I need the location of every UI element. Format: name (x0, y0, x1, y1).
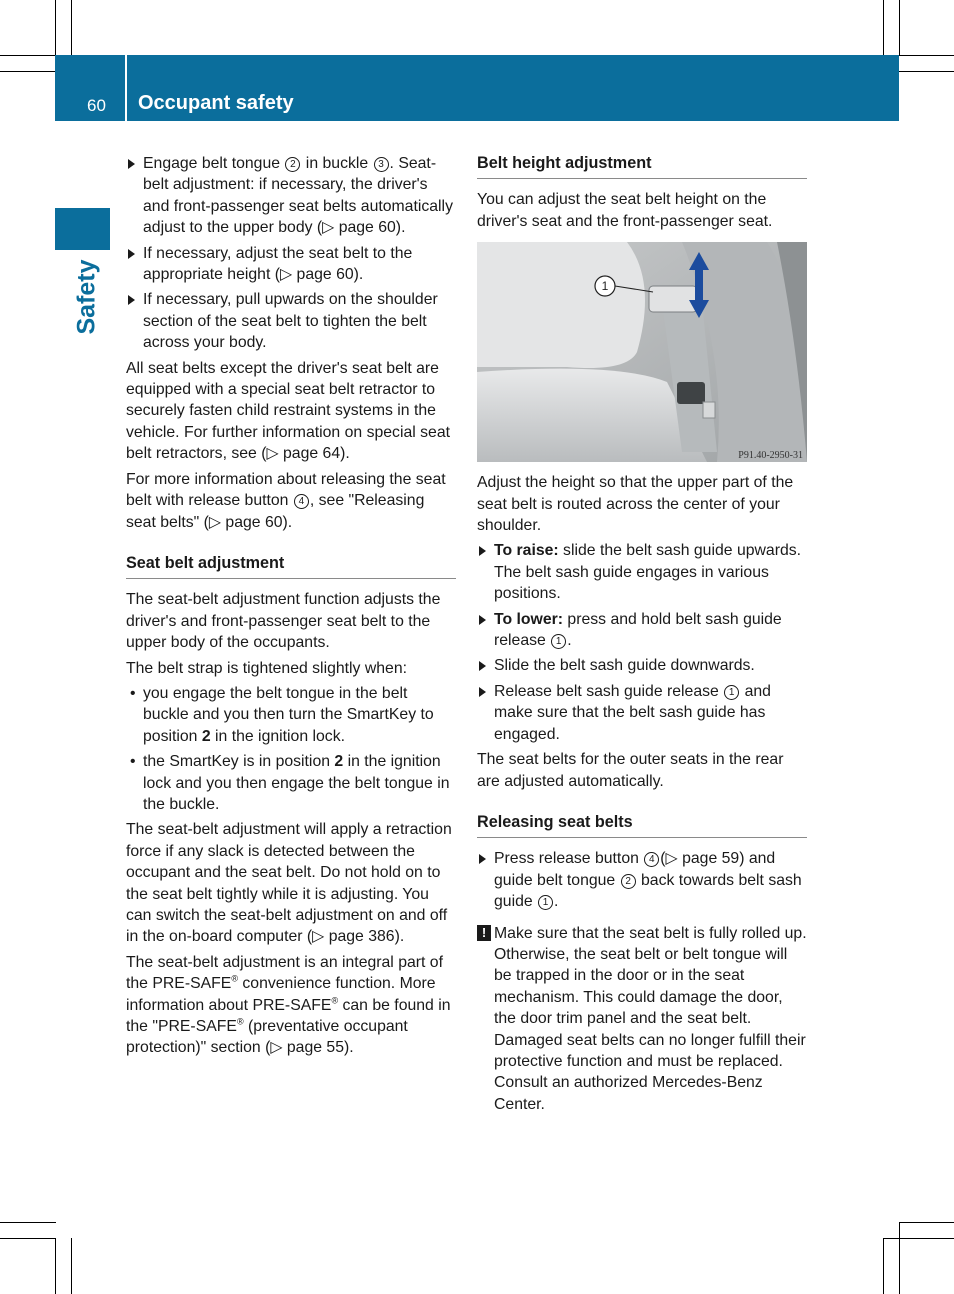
instruction-step (126, 153, 456, 239)
text-run: press and hold belt sash guide release (494, 610, 782, 650)
text-run: in the ignition lock and you then engage the belt tongue in the buckle. (143, 753, 450, 813)
crop-mark (0, 71, 56, 72)
crop-mark (71, 0, 72, 56)
heading-releasing-seat-belts: Releasing seat belts (477, 812, 807, 838)
position-number: 2 (334, 753, 344, 771)
heading-seat-belt-adjustment: Seat belt adjustment (126, 553, 456, 579)
paragraph (126, 819, 456, 947)
text-run: can be found in the "PRE-SAFE (126, 996, 451, 1036)
crop-mark (0, 1222, 56, 1223)
paragraph: Adjust the height so that the upper part of the seat belt is routed across the center of your shoulder. (477, 474, 794, 535)
crop-mark (0, 55, 56, 56)
instruction-step (126, 289, 456, 353)
instruction-step (126, 243, 456, 286)
text-run: Press release button (494, 850, 644, 868)
bullet-item (126, 751, 456, 815)
crop-mark (0, 1238, 56, 1239)
figure-callout: 1 (601, 279, 609, 294)
step-label: To raise: (494, 542, 559, 560)
paragraph (126, 358, 456, 465)
reference-number: 2 (621, 874, 636, 889)
reference-number: 1 (551, 634, 566, 649)
warning-text: Make sure that the seat belt is fully rolled up. Otherwise, the seat belt or belt tongue will be trapped in the door or in the seat mechanism. This could damage the door, the door trim panel and the seat belt. Damaged seat belts can no longer fulfill their protective function and must be replaced. Consult an authorized Mercedes-Benz Center. (494, 924, 807, 1113)
reference-number: 3 (374, 157, 389, 172)
instruction-step (477, 540, 807, 604)
text-run: slide the belt sash guide upwards. The belt sash guide engages in various positions. (494, 542, 802, 603)
page-ref-arrow-icon: ▷ (208, 513, 222, 531)
crop-mark (899, 71, 954, 72)
instruction-step (477, 848, 807, 912)
text-run: All seat belts except the driver's seat belt are equipped with a special seat belt retractor to securely fasten child restraint systems in the vehicle. For further information on special seat belt retractors, see ( (126, 359, 450, 463)
reference-number: 2 (285, 157, 300, 172)
page-ref-arrow-icon: ▷ (665, 850, 678, 868)
reference-number: 4 (644, 852, 659, 867)
text-run: page 55). (282, 1039, 354, 1057)
crop-mark (883, 1238, 954, 1239)
left-column (126, 153, 456, 1063)
page-ref-arrow-icon: ▷ (266, 445, 279, 463)
text-run: If necessary, adjust the seat belt to the appropriate height ( (143, 244, 413, 284)
instruction-step (477, 609, 807, 652)
warning-note (477, 923, 807, 1116)
text-run: (preventative occupant protection)" section ( (126, 1018, 408, 1057)
text-run: in the ignition lock. (210, 727, 345, 745)
belt-height-figure (477, 242, 807, 462)
text-run: Slide the belt sash guide downwards. (494, 657, 755, 675)
reference-number: 1 (538, 895, 553, 910)
paragraph (126, 952, 456, 1059)
crop-mark (71, 1238, 72, 1294)
header-divider (125, 55, 127, 121)
text-run: The seat-belt adjustment will apply a retraction force if any slack is detected between the occupant and the seat belt. Do not hold on to the seat belt tightly while it is adjusting. You can switch the seat-belt adjustment on and off in the on-board computer ( (126, 821, 452, 946)
paragraph: The seat belts for the outer seats in the rear are adjusted automatically. (477, 751, 784, 790)
bullet-item (126, 683, 456, 747)
reference-number: 1 (724, 685, 739, 700)
crop-mark (899, 55, 954, 56)
right-column (477, 153, 807, 1115)
text-run: Engage belt tongue (143, 155, 285, 172)
step-arrow-icon (128, 249, 135, 259)
text-run: page 60). (221, 513, 293, 531)
registered-mark: ® (231, 973, 238, 984)
seat-belt-illustration (477, 242, 807, 462)
step-arrow-icon (479, 615, 486, 625)
bullet-marker: • (130, 753, 136, 771)
text-run: Release belt sash guide release (494, 682, 724, 700)
section-title: Occupant safety (138, 92, 294, 114)
reference-number: 4 (294, 494, 309, 509)
paragraph: You can adjust the seat belt height on the driver's seat and the front-passenger seat. (477, 191, 773, 230)
crop-mark (55, 0, 56, 56)
page-ref-arrow-icon: ▷ (322, 219, 335, 237)
text-run: back towards belt sash guide (494, 871, 802, 911)
step-arrow-icon (128, 159, 135, 169)
text-run: page 64). (278, 445, 350, 463)
heading-belt-height-adjustment: Belt height adjustment (477, 153, 807, 179)
crop-mark (883, 1238, 884, 1294)
text-run: in buckle (301, 155, 373, 172)
paragraph: The belt strap is tightened slightly when: (126, 659, 407, 677)
step-arrow-icon (479, 687, 486, 697)
step-arrow-icon (479, 854, 486, 864)
crop-mark (883, 0, 884, 56)
position-number: 2 (201, 727, 211, 745)
text-run: If necessary, pull upwards on the shoulder section of the seat belt to tighten the belt across your body. (143, 291, 438, 352)
paragraph (126, 469, 456, 533)
text-run: page 59) and guide belt tongue (494, 850, 776, 889)
figure-code: P91.40-2950-31 (738, 450, 803, 462)
text-run: and make sure that the belt sash guide has engaged. (494, 682, 771, 743)
page-ref-arrow-icon: ▷ (280, 266, 293, 284)
step-arrow-icon (479, 661, 486, 671)
registered-mark: ® (236, 1016, 244, 1027)
step-label: To lower: (494, 610, 564, 628)
paragraph: The seat-belt adjustment function adjusts the driver's and front-passenger seat belt to the upper body of the occupants. (126, 591, 441, 652)
crop-mark (55, 1238, 56, 1294)
text-run: For more information about releasing the seat belt with release button (126, 470, 446, 510)
side-tab-marker (55, 208, 110, 250)
text-run: . (567, 632, 572, 650)
text-run: . Seat-belt adjustment: if necessary, the driver's and front-passenger seat belts automatically adjust to the upper body ( (143, 155, 453, 237)
registered-mark: ® (331, 995, 339, 1006)
side-tab-label: Safety (72, 259, 101, 335)
text-run: convenience function. More information about PRE-SAFE (126, 975, 436, 1014)
crop-mark (899, 1222, 900, 1294)
text-run: page 60). (334, 219, 406, 237)
step-arrow-icon (128, 295, 135, 305)
text-run: The seat-belt adjustment is an integral part of the PRE-SAFE (126, 953, 443, 993)
bullet-marker: • (130, 684, 136, 702)
step-arrow-icon (479, 546, 486, 556)
page-number: 60 (87, 96, 106, 115)
text-run: page 386). (324, 928, 405, 946)
text-run: you engage the belt tongue in the belt buckle and you then turn the SmartKey to position (143, 684, 434, 745)
text-run: ( (660, 850, 666, 868)
crop-mark (899, 1222, 954, 1223)
instruction-step (477, 655, 807, 676)
text-run: the SmartKey is in position (143, 753, 335, 771)
warning-icon: ! (477, 925, 491, 941)
page-ref-arrow-icon: ▷ (312, 928, 325, 946)
page-ref-arrow-icon: ▷ (270, 1039, 283, 1057)
text-run: . (554, 893, 559, 911)
instruction-step (477, 681, 807, 745)
crop-mark (899, 0, 900, 56)
text-run: page 60). (292, 266, 364, 284)
text-run: , see "Releasing seat belts" ( (126, 492, 425, 531)
